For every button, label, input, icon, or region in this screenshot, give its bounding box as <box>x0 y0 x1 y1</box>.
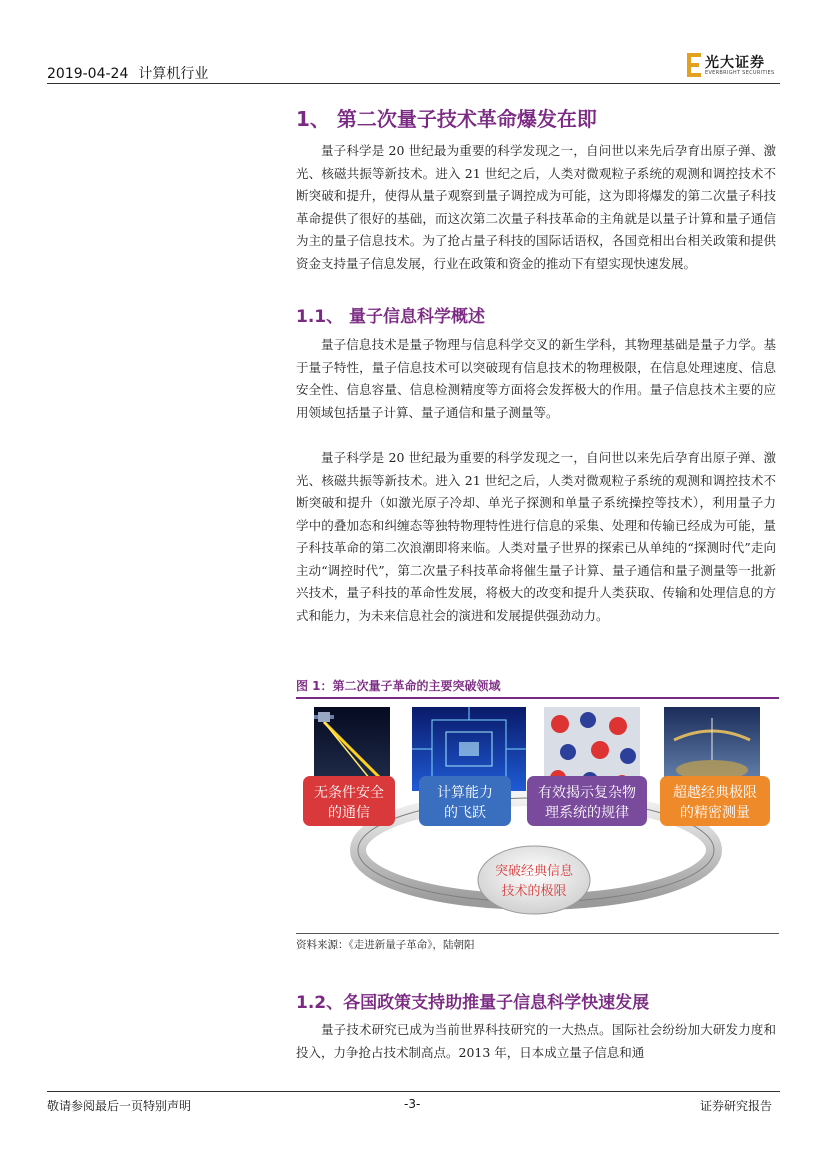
report-type: 证券研究报告 <box>700 1099 773 1113</box>
center-line-1: 突破经典信息 <box>494 864 574 879</box>
figure-top-rule <box>296 697 779 699</box>
header-divider <box>47 83 780 84</box>
box-computing-leap <box>419 776 511 826</box>
everbright-logo-icon <box>687 53 701 77</box>
industry-label: 计算机行业 <box>138 66 209 82</box>
box-1-line-1: 无条件安全 <box>314 785 384 801</box>
figure-source: 资料来源：《走进新量子革命》，陆朝阳 <box>296 939 475 951</box>
section-1-2-title: 1.2、各国政策支持助推量子信息科学快速发展 <box>296 993 650 1013</box>
box-2-line-1: 计算能力 <box>437 785 493 801</box>
header-info <box>47 63 208 83</box>
box-3-line-1: 有效揭示复杂物 <box>538 785 636 801</box>
box-2-line-2: 的飞跃 <box>444 805 486 821</box>
report-date: 2019-04-24 <box>47 66 129 82</box>
section-1-1-paragraph-2: 量子科学是 20 世纪最为重要的科学发现之一，自问世以来先后孕育出原子弹、激光、核磁共振等新技术。进入 21 世纪之后，人类对微观粒子系统的观测和调控技术不断突破和提升（如激光原子冷却、单光子探测和单量子系统操控等技术），利用量子力学中的叠加态和纠缠态等独特物理特性进行信息的采集、处理和传输已经成为可能，量子科技革命的第二次浪潮即将来临。人类对量子世界的探索已从单纯的“探测时代”走向主动“调控时代”，第二次量子科技革命将催生量子计算、量子通信和量子测量等一批新兴技术，量子科技的革命性发展，将极大的改变和提升人类获取、传输和处理信息的方式和能力，为未来信息社会的演进和发展提供强劲动力。 <box>296 450 776 623</box>
center-line-2: 技术的极限 <box>501 884 567 899</box>
section-1-title: 1、 第二次量子技术革命爆发在即 <box>296 107 597 131</box>
footer-divider <box>47 1091 780 1092</box>
logo-english: EVERBRIGHT SECURITIES <box>705 70 775 76</box>
section-1-1-title: 1.1、 量子信息科学概述 <box>296 307 486 327</box>
page-number: -3- <box>404 1097 421 1111</box>
center-node <box>478 846 590 914</box>
box-4-line-2: 的精密测量 <box>680 805 750 821</box>
box-complex-systems <box>527 776 647 826</box>
quantum-breakthrough-diagram <box>296 700 779 932</box>
section-1-paragraph: 量子科学是 20 世纪最为重要的科学发现之一，自问世以来先后孕育出原子弹、激光、核磁共振等新技术。进入 21 世纪之后，人类对微观粒子系统的观测和调控技术不断突破和提升，使得从量子观察到量子调控成为可能，这为即将爆发的第二次量子科技革命提供了很好的基础，而这次第二次量子科技革命的主角就是以量子计算和量子通信为主的量子信息技术。为了抢占量子科技的国际话语权，各国竞相出台相关政策和提供资金支持量子信息发展，行业在政策和资金的推动下有望实现快速发展。 <box>296 143 776 271</box>
box-1-line-2: 的通信 <box>328 805 370 821</box>
box-precision-measurement <box>660 776 770 826</box>
figure-1-title: 图 1：第二次量子革命的主要突破领域 <box>296 679 501 693</box>
everbright-logo <box>687 52 782 80</box>
logo-name: 光大证券 <box>705 55 765 71</box>
box-4-line-1: 超越经典极限 <box>673 785 757 801</box>
section-1-1-paragraph-1: 量子信息技术是量子物理与信息科学交叉的新生学科，其物理基础是量子力学。基于量子特性，量子信息技术可以突破现有信息技术的物理极限，在信息处理速度、信息安全性、信息容量、信息检测精度等方面将会发挥极大的作用。量子信息技术主要的应用领域包括量子计算、量子通信和量子测量等。 <box>296 337 776 420</box>
box-unconditional-security <box>303 776 395 826</box>
section-1-2-paragraph: 量子技术研究已成为当前世界科技研究的一大热点。国际社会纷纷加大研发力度和投入，力争抢占技术制高点。2013 年，日本成立量子信息和通 <box>296 1022 776 1060</box>
footer-disclaimer: 敬请参阅最后一页特别声明 <box>47 1099 192 1113</box>
box-3-line-2: 理系统的规律 <box>545 805 629 821</box>
figure-bottom-rule <box>296 933 779 934</box>
